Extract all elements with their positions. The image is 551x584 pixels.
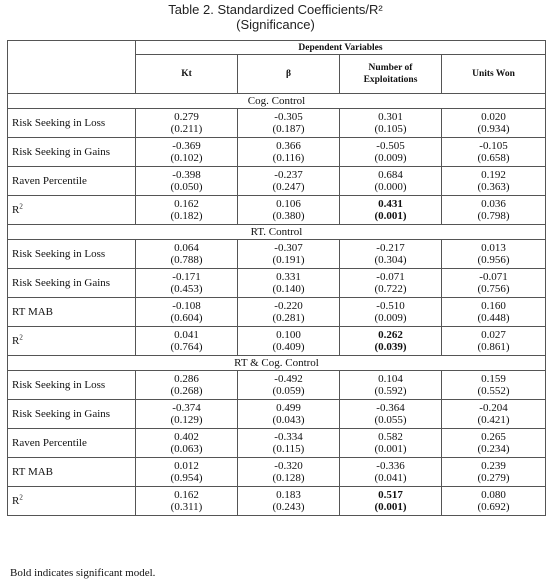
coefficient-value: 0.162 [174, 198, 199, 210]
coefficient-value: -0.334 [274, 431, 303, 443]
value-cell [442, 109, 546, 138]
coefficient-value: 0.160 [481, 300, 506, 312]
value-cell [340, 196, 442, 225]
value-cell [238, 487, 340, 516]
section-header-row [8, 356, 546, 371]
section-header-row [8, 225, 546, 240]
significance-value: (0.182) [170, 210, 203, 222]
coefficient-value: -0.336 [376, 460, 405, 472]
coefficient-value: -0.492 [274, 373, 303, 385]
value-cell [238, 371, 340, 400]
row-label [8, 327, 136, 356]
significance-value: (0.722) [374, 283, 407, 295]
value-cell [136, 487, 238, 516]
value-cell [238, 298, 340, 327]
significance-value: (0.128) [272, 472, 305, 484]
value-cell [238, 269, 340, 298]
row-label [8, 298, 136, 327]
value-cell [340, 138, 442, 167]
significance-value: (0.756) [477, 283, 510, 295]
row-label [8, 429, 136, 458]
coefficient-value: 0.012 [174, 460, 199, 472]
caption-subtitle: (Significance) [236, 17, 315, 32]
coefficient-value: -0.369 [172, 140, 201, 152]
row-label [8, 196, 136, 225]
significance-value: (0.861) [477, 341, 510, 353]
value-cell [340, 240, 442, 269]
caption-title: Table 2. Standardized Coefficients/R² [168, 2, 383, 17]
section-title: RT. Control [8, 225, 546, 240]
value-cell [136, 138, 238, 167]
value-cell [136, 327, 238, 356]
value-cell [340, 400, 442, 429]
value-cell [238, 240, 340, 269]
table-row [8, 298, 546, 327]
coefficient-value: 0.020 [481, 111, 506, 123]
coefficient-value: 0.162 [174, 489, 199, 501]
significance-value: (0.243) [272, 501, 305, 513]
row-label-text: Risk Seeking in Gains [12, 408, 111, 420]
row-label-text: R [12, 335, 20, 347]
table-row [8, 487, 546, 516]
value-cell [238, 458, 340, 487]
coefficient-value: -0.320 [274, 460, 303, 472]
coefficient-value: 0.684 [378, 169, 403, 181]
header-columns-row [8, 55, 546, 94]
value-cell [340, 167, 442, 196]
value-cell [136, 400, 238, 429]
significance-value: (0.421) [477, 414, 510, 426]
table-row [8, 109, 546, 138]
coefficient-value: 0.064 [174, 242, 199, 254]
table-row [8, 429, 546, 458]
table-row [8, 196, 546, 225]
coefficient-value: -0.220 [274, 300, 303, 312]
row-label-text: RT MAB [12, 466, 54, 478]
coefficient-value: -0.071 [479, 271, 508, 283]
coefficient-value: 0.499 [276, 402, 301, 414]
column-header: β [238, 55, 340, 94]
coefficient-value: 0.331 [276, 271, 301, 283]
value-cell [136, 429, 238, 458]
value-cell [340, 487, 442, 516]
column-header: Units Won [442, 55, 546, 94]
coefficient-value: -0.071 [376, 271, 405, 283]
significance-value: (0.000) [374, 181, 407, 193]
value-cell [136, 240, 238, 269]
coefficient-value: 0.431 [378, 198, 403, 210]
significance-value: (0.187) [272, 123, 305, 135]
significance-value: (0.001) [374, 443, 407, 455]
coefficient-value: 0.027 [481, 329, 506, 341]
header-group-row [8, 41, 546, 55]
significance-value: (0.063) [170, 443, 203, 455]
row-label-text: Risk Seeking in Loss [12, 117, 106, 129]
row-label [8, 167, 136, 196]
r-squared-superscript: 2 [19, 202, 23, 211]
coefficient-value: 0.080 [481, 489, 506, 501]
significance-value: (0.191) [272, 254, 305, 266]
row-label-text: Risk Seeking in Loss [12, 248, 106, 260]
significance-value: (0.268) [170, 385, 203, 397]
value-cell [442, 429, 546, 458]
header-empty-cell [8, 41, 136, 55]
coefficient-value: 0.192 [481, 169, 506, 181]
value-cell [136, 196, 238, 225]
r-squared-superscript: 2 [19, 333, 23, 342]
coefficient-value: 0.582 [378, 431, 403, 443]
value-cell [340, 109, 442, 138]
row-label [8, 138, 136, 167]
significance-value: (0.764) [170, 341, 203, 353]
value-cell [340, 269, 442, 298]
significance-value: (0.055) [374, 414, 407, 426]
significance-value: (0.788) [170, 254, 203, 266]
value-cell [442, 458, 546, 487]
coefficient-value: -0.237 [274, 169, 303, 181]
table-row [8, 269, 546, 298]
row-label [8, 371, 136, 400]
row-label [8, 240, 136, 269]
value-cell [136, 298, 238, 327]
coefficient-value: 0.239 [481, 460, 506, 472]
value-cell [340, 429, 442, 458]
value-cell [442, 167, 546, 196]
coefficient-value: -0.108 [172, 300, 201, 312]
value-cell [340, 371, 442, 400]
coefficient-value: -0.398 [172, 169, 201, 181]
column-header: Kt [136, 55, 238, 94]
coefficient-value: 0.100 [276, 329, 301, 341]
value-cell [238, 327, 340, 356]
significance-value: (0.140) [272, 283, 305, 295]
coefficient-value: -0.364 [376, 402, 405, 414]
row-label [8, 109, 136, 138]
value-cell [136, 371, 238, 400]
significance-value: (0.050) [170, 181, 203, 193]
value-cell [238, 109, 340, 138]
row-label-text: RT MAB [12, 306, 54, 318]
significance-value: (0.247) [272, 181, 305, 193]
coefficient-value: -0.217 [376, 242, 405, 254]
value-cell [340, 327, 442, 356]
row-label-text: Raven Percentile [12, 175, 87, 187]
coefficient-value: -0.204 [479, 402, 508, 414]
significance-value: (0.115) [272, 443, 305, 455]
table-row [8, 458, 546, 487]
row-label-text: Risk Seeking in Gains [12, 146, 111, 158]
value-cell [442, 298, 546, 327]
table-row [8, 240, 546, 269]
significance-value: (0.001) [374, 210, 407, 222]
significance-value: (0.658) [477, 152, 510, 164]
section-title: RT & Cog. Control [8, 356, 546, 371]
value-cell [136, 109, 238, 138]
significance-value: (0.798) [477, 210, 510, 222]
coefficient-value: 0.517 [378, 489, 403, 501]
coefficient-value: 0.036 [481, 198, 506, 210]
table-row [8, 327, 546, 356]
coefficient-value: 0.183 [276, 489, 301, 501]
value-cell [340, 298, 442, 327]
significance-value: (0.954) [170, 472, 203, 484]
row-label-text: R [12, 204, 20, 216]
coefficient-value: 0.041 [174, 329, 199, 341]
significance-value: (0.234) [477, 443, 510, 455]
coefficient-value: 0.279 [174, 111, 199, 123]
value-cell [340, 458, 442, 487]
significance-value: (0.281) [272, 312, 305, 324]
value-cell [136, 269, 238, 298]
significance-value: (0.363) [477, 181, 510, 193]
value-cell [442, 371, 546, 400]
value-cell [442, 487, 546, 516]
table-row [8, 400, 546, 429]
coefficient-value: 0.106 [276, 198, 301, 210]
coefficient-value: -0.307 [274, 242, 303, 254]
header-empty-cell [8, 55, 136, 94]
row-label [8, 400, 136, 429]
table-caption [0, 2, 551, 32]
significance-value: (0.380) [272, 210, 305, 222]
r-squared-superscript: 2 [19, 493, 23, 502]
coefficient-value: 0.366 [276, 140, 301, 152]
significance-value: (0.001) [374, 501, 407, 513]
coefficient-value: -0.171 [172, 271, 201, 283]
significance-value: (0.956) [477, 254, 510, 266]
significance-value: (0.041) [374, 472, 407, 484]
significance-value: (0.692) [477, 501, 510, 513]
table-row [8, 167, 546, 196]
coefficient-value: 0.262 [378, 329, 403, 341]
significance-value: (0.116) [272, 152, 305, 164]
coefficient-value: -0.510 [376, 300, 405, 312]
significance-value: (0.552) [477, 385, 510, 397]
significance-value: (0.129) [170, 414, 203, 426]
value-cell [442, 240, 546, 269]
value-cell [442, 196, 546, 225]
footnote: Bold indicates significant model. [10, 567, 156, 579]
significance-value: (0.043) [272, 414, 305, 426]
coefficient-value: 0.159 [481, 373, 506, 385]
coefficient-value: -0.105 [479, 140, 508, 152]
value-cell [238, 429, 340, 458]
significance-value: (0.448) [477, 312, 510, 324]
significance-value: (0.604) [170, 312, 203, 324]
row-label-text: Risk Seeking in Gains [12, 277, 111, 289]
value-cell [136, 167, 238, 196]
dependent-variables-header: Dependent Variables [136, 41, 546, 55]
coefficient-value: 0.286 [174, 373, 199, 385]
significance-value: (0.039) [374, 341, 407, 353]
significance-value: (0.279) [477, 472, 510, 484]
row-label-text: R [12, 495, 20, 507]
row-label-text: Risk Seeking in Loss [12, 379, 106, 391]
coefficient-value: 0.301 [378, 111, 403, 123]
row-label [8, 458, 136, 487]
value-cell [442, 327, 546, 356]
significance-value: (0.102) [170, 152, 203, 164]
significance-value: (0.311) [170, 501, 203, 513]
coefficients-table [7, 40, 546, 516]
coefficient-value: -0.505 [376, 140, 405, 152]
significance-value: (0.059) [272, 385, 305, 397]
value-cell [442, 269, 546, 298]
value-cell [136, 458, 238, 487]
coefficient-value: -0.305 [274, 111, 303, 123]
value-cell [442, 400, 546, 429]
row-label [8, 487, 136, 516]
value-cell [238, 167, 340, 196]
significance-value: (0.211) [170, 123, 203, 135]
value-cell [238, 400, 340, 429]
coefficient-value: 0.402 [174, 431, 199, 443]
significance-value: (0.409) [272, 341, 305, 353]
row-label-text: Raven Percentile [12, 437, 87, 449]
column-header: Number of Exploitations [340, 55, 442, 94]
row-label [8, 269, 136, 298]
significance-value: (0.453) [170, 283, 203, 295]
significance-value: (0.592) [374, 385, 407, 397]
significance-value: (0.009) [374, 152, 407, 164]
table-row [8, 138, 546, 167]
significance-value: (0.934) [477, 123, 510, 135]
section-header-row [8, 94, 546, 109]
coefficient-value: -0.374 [172, 402, 201, 414]
coefficient-value: 0.104 [378, 373, 403, 385]
section-title: Cog. Control [8, 94, 546, 109]
coefficient-value: 0.013 [481, 242, 506, 254]
significance-value: (0.009) [374, 312, 407, 324]
coefficient-value: 0.265 [481, 431, 506, 443]
value-cell [238, 196, 340, 225]
table-row [8, 371, 546, 400]
value-cell [442, 138, 546, 167]
significance-value: (0.105) [374, 123, 407, 135]
significance-value: (0.304) [374, 254, 407, 266]
value-cell [238, 138, 340, 167]
